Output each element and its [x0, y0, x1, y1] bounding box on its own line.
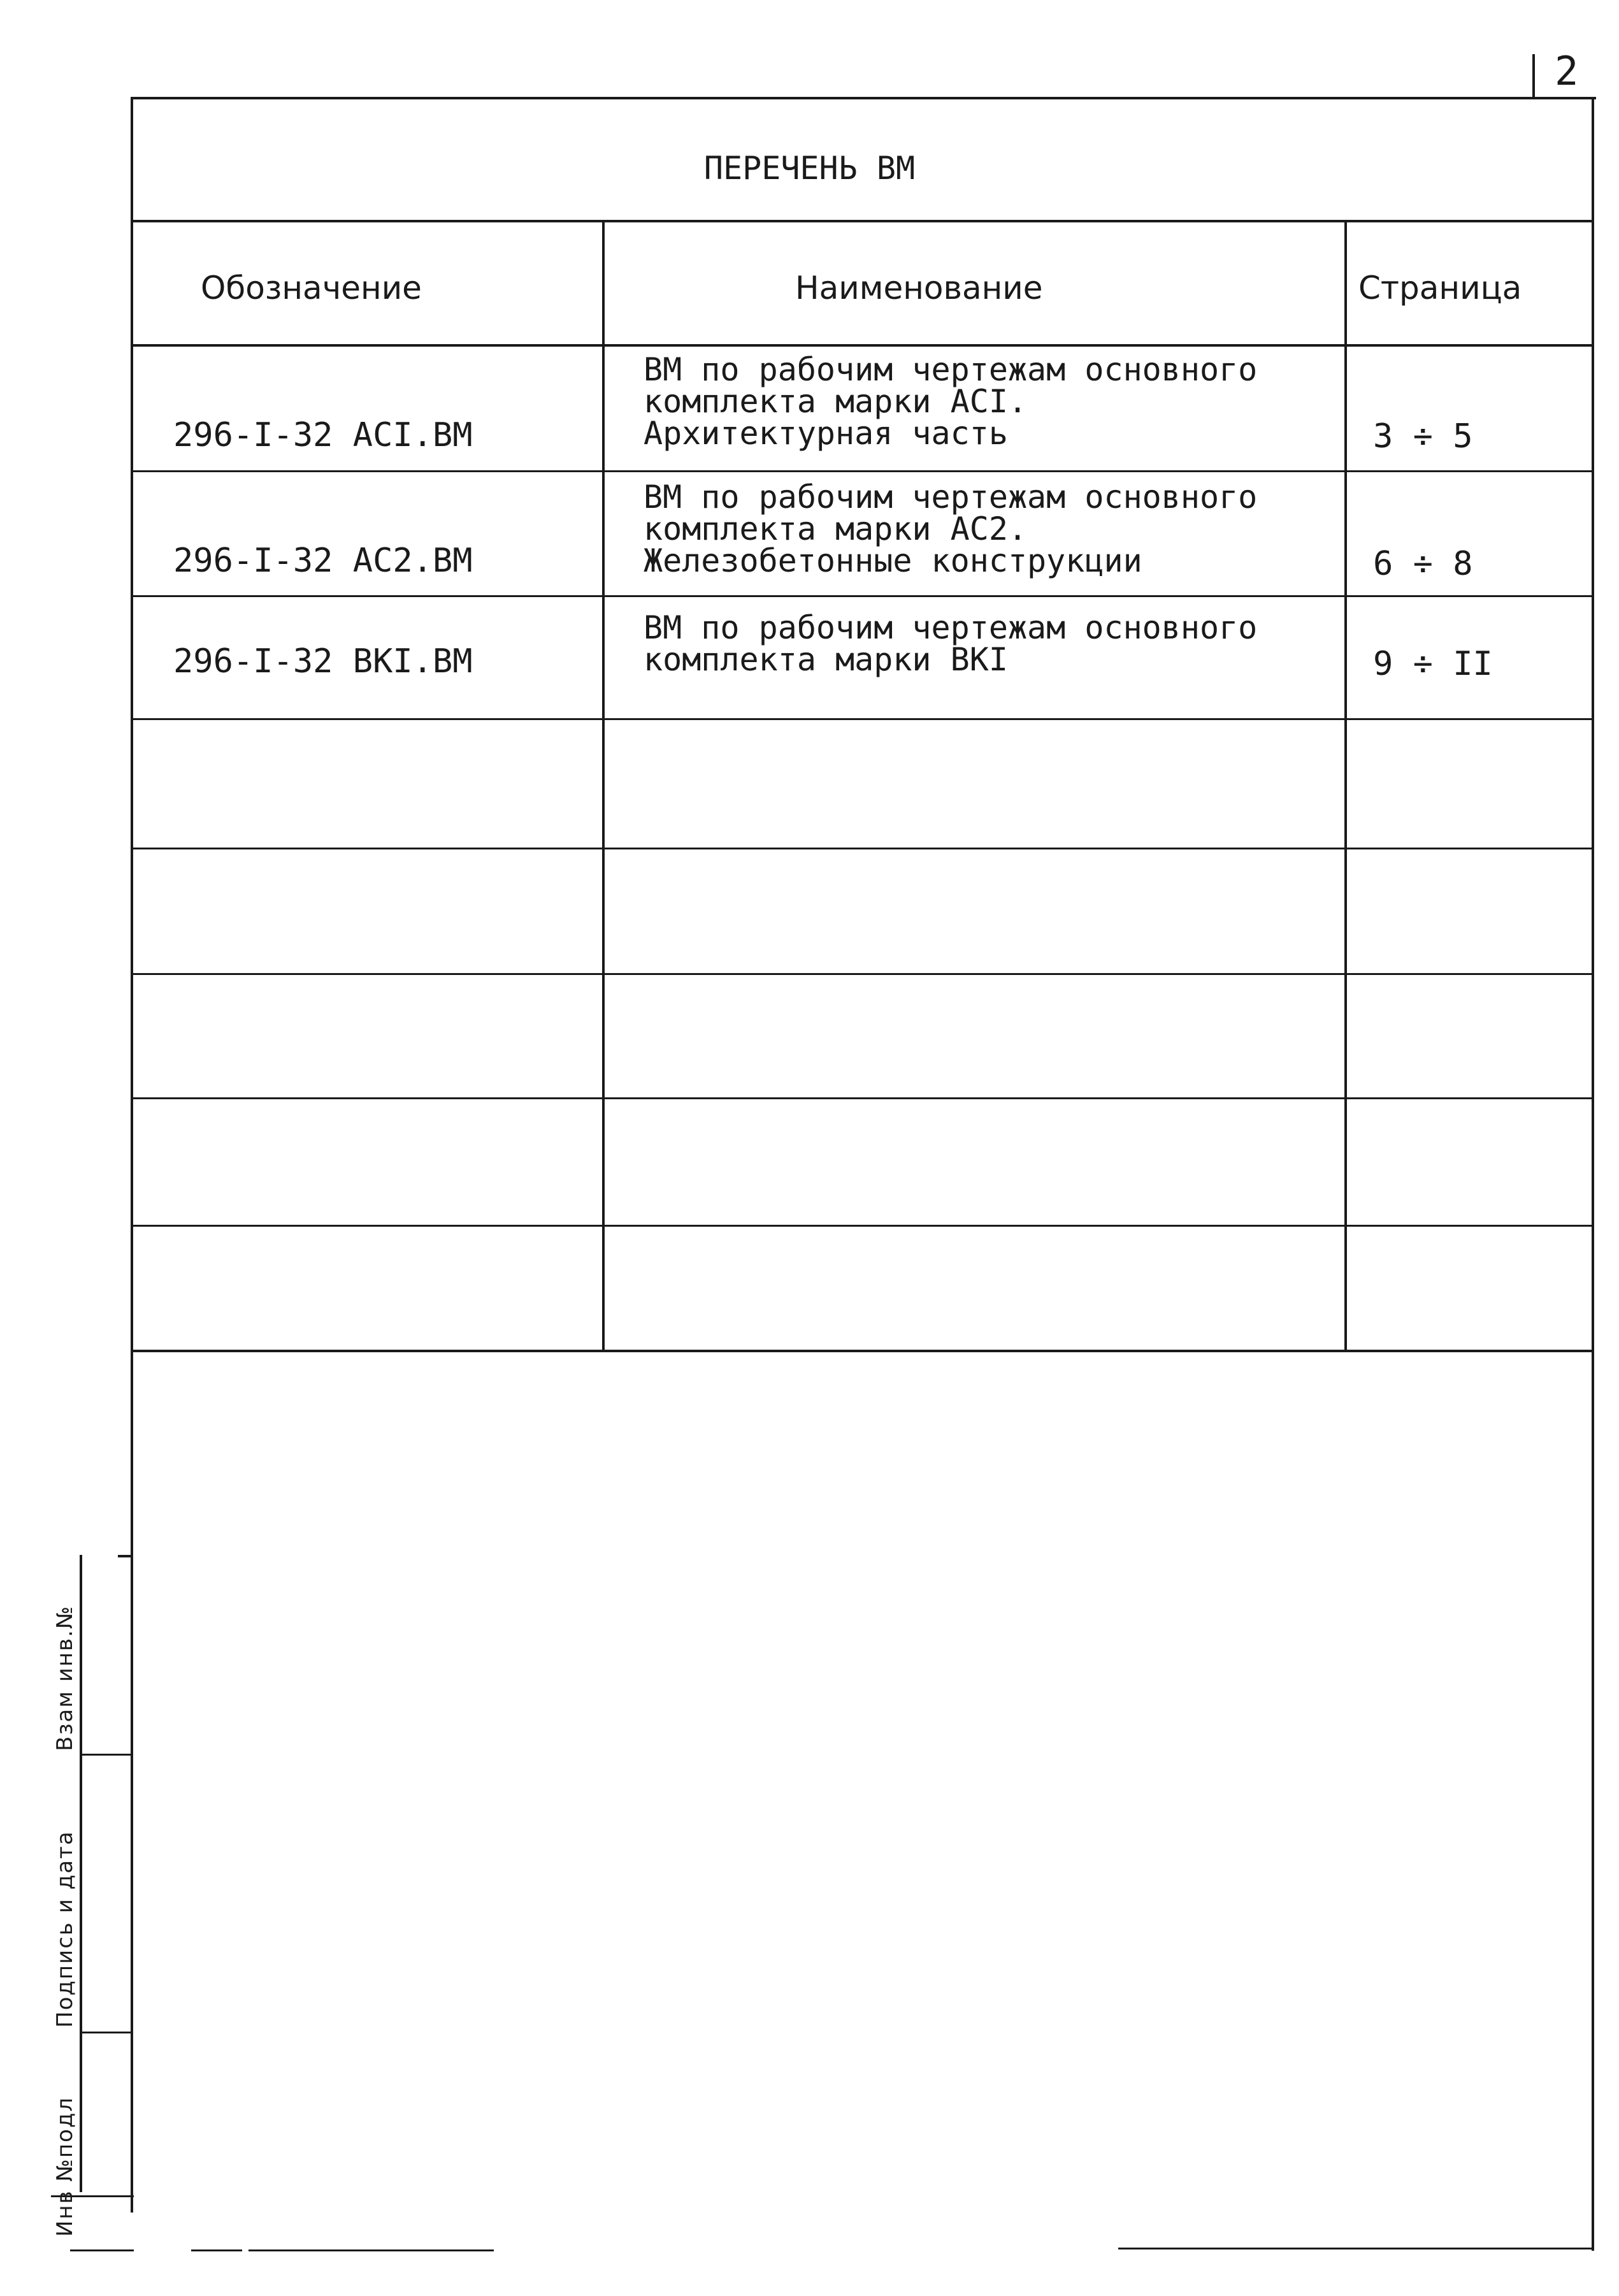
- side-stamp-top: [118, 1555, 133, 1557]
- frame-bottom-left-3: [248, 2249, 494, 2251]
- row-3-designation: 296-I-32 ВКI.ВМ: [173, 642, 473, 681]
- frame-bottom-left-1: [70, 2249, 134, 2251]
- frame-top: [131, 97, 1596, 99]
- page-number: 2: [1555, 48, 1579, 94]
- column-divider-1: [602, 220, 605, 1351]
- column-header-name: Наименование: [795, 270, 1043, 307]
- frame-left: [131, 97, 133, 2213]
- row-2-pages: 6 ÷ 8: [1373, 545, 1473, 583]
- frame-bottom-left-2: [191, 2249, 242, 2251]
- row-divider-5: [131, 973, 1594, 975]
- row-2-name-line-1: ВМ по рабочим чертежам основного: [644, 479, 1258, 516]
- row-divider-1: [131, 470, 1594, 472]
- row-divider-7: [131, 1225, 1594, 1227]
- row-divider-3: [131, 718, 1594, 720]
- side-stamp-inner-left: [80, 1555, 82, 2192]
- row-1-designation: 296-I-32 АСI.ВМ: [173, 416, 473, 454]
- row-divider-4: [131, 848, 1594, 849]
- table-bottom: [131, 1350, 1594, 1352]
- side-stamp-signature-date: Подпись и дата: [52, 1830, 78, 2028]
- page-title: ПЕРЕЧЕНЬ ВМ: [703, 150, 916, 187]
- row-3-name-line-1: ВМ по рабочим чертежам основного: [644, 609, 1258, 646]
- row-1-name-line-1: ВМ по рабочим чертежам основного: [644, 351, 1258, 388]
- row-2-name-line-2: комплекта марки АС2.: [644, 510, 1028, 547]
- row-divider-2: [131, 595, 1594, 597]
- row-3-name-line-2: комплекта марки ВКI: [644, 641, 1008, 678]
- row-2-name-line-3: Железобетонные конструкции: [644, 542, 1142, 579]
- frame-bottom-right: [1118, 2248, 1594, 2249]
- side-stamp-divider-1: [80, 1754, 133, 1756]
- side-stamp-replaced-inv: Взам инв.№: [52, 1605, 78, 1751]
- column-divider-2: [1344, 220, 1347, 1351]
- row-1-pages: 3 ÷ 5: [1373, 417, 1473, 456]
- side-stamp-divider-2: [80, 2032, 133, 2033]
- column-header-designation: Обозначение: [201, 270, 422, 307]
- page-number-tick: [1532, 54, 1535, 99]
- frame-right: [1592, 97, 1594, 2251]
- row-1-name-line-2: комплекта марки АСI.: [644, 383, 1028, 420]
- row-3-pages: 9 ÷ II: [1373, 645, 1493, 683]
- column-header-page: Страница: [1358, 270, 1522, 307]
- row-divider-6: [131, 1097, 1594, 1099]
- table-header-top: [131, 220, 1594, 222]
- side-stamp-inv-no: Инв №подл: [52, 2096, 78, 2237]
- row-2-designation: 296-I-32 АС2.ВМ: [173, 542, 473, 580]
- table-header-bottom: [131, 344, 1594, 347]
- row-1-name-line-3: Архитектурная часть: [644, 415, 1008, 452]
